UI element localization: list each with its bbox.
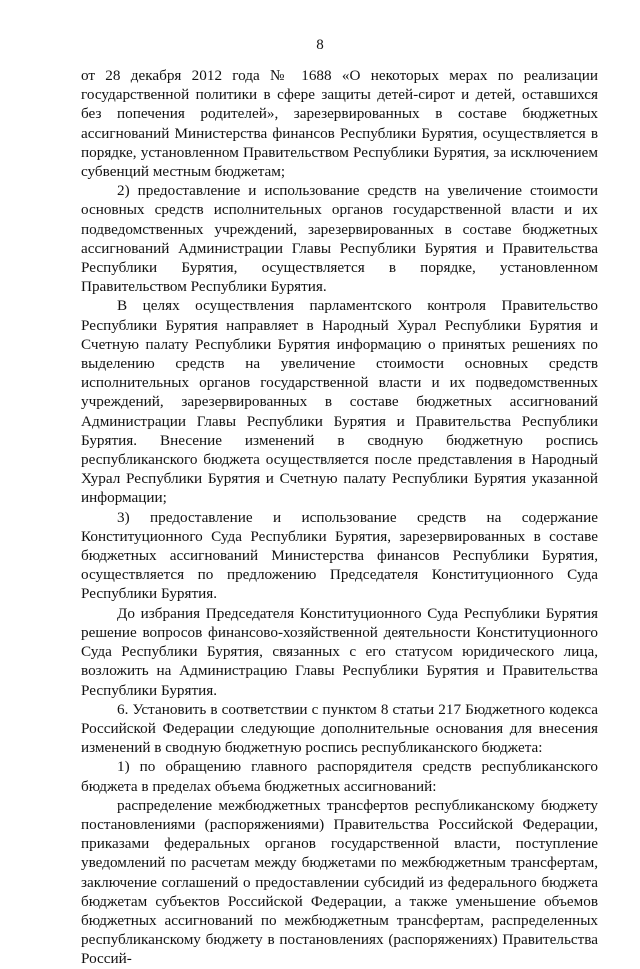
paragraph-constitutional-court: До избрания Председателя Конституционного Суда Республики Бурятия решение вопросов финансово-хозяйственной деятельности Конституционного Суда Республики Бурятия, связанных с его статусом юридического лица, возложить на Администрацию Главы Республики Бурятия и Правительства Республики Бурятия. — [81, 604, 598, 699]
paragraph-parliamentary-control: В целях осуществления парламентского контроля Правительство Республики Бурятия направляет в Народный Хурал Республики Бурятия и Счетную палату Республики Бурятия информацию о принятых решениях по выделению средств на увеличение стоимости основных средств исполнительных органов государственной власти и их подведомственных учреждений, зарезервированных в составе бюджетных ассигнований Администрации Главы Республики Бурятия и Правительства Республики Бурятия. Внесение изменений в сводную бюджетную роспись республиканского бюджета осуществляется после представления в Народный Хурал Республики Бурятия и Счетную палату Республики Бурятия указанной информации; — [81, 297, 598, 507]
paragraph-continuation: от 28 декабря 2012 года № 1688 «О некоторых мерах по реализации государственной политики в сфере защиты детей-сирот и детей, оставшихся без попечения родителей», зарезервированных в составе бюджетных ассигнований Министерства финансов Республики Бурятия, осуществляется в порядке, установленном Правительством Республики Бурятия, за исключением субвенций местным бюджетам; — [81, 67, 598, 181]
paragraph-item-3: 3) предоставление и использование средств на содержание Конституционного Суда Республики Бурятия, зарезервированных в составе бюджетных ассигнований Министерства финансов Республики Бурятия, осуществляется по предложению Председателя Конституционного Суда Республики Бурятия. — [81, 508, 598, 603]
paragraph-section-6: 6. Установить в соответствии с пунктом 8 статьи 217 Бюджетного кодекса Российской Федерации следующие дополнительные основания для внесения изменений в сводную бюджетную роспись республиканского бюджета: — [81, 700, 598, 757]
paragraph-item-2: 2) предоставление и использование средств на увеличение стоимости основных средств исполнительных органов государственной власти и их подведомственных учреждений, зарезервированных в составе бюджетных ассигнований Администрации Главы Республики Бурятия и Правительства Республики Бурятия, осуществляется в порядке, установленном Правительством Республики Бурятия. — [81, 182, 598, 296]
document-body — [81, 66, 598, 969]
paragraph-transfers: распределение межбюджетных трансфертов республиканскому бюджету постановлениями (распоряжениями) Правительства Российской Федерации, приказами федеральных органов государственной власти, поступление уведомлений по расчетам между бюджетами по межбюджетным трансфертам, заключение соглашений о предоставлении субсидий из федерального бюджета бюджетам субъектов Российской Федерации, а также уменьшение объемов бюджетных ассигнований по межбюджетным трансфертам, распределенных республиканскому бюджету в постановлениях (распоряжениях) Правительства Россий- — [81, 796, 598, 968]
paragraph-subitem-1: 1) по обращению главного распорядителя средств республиканского бюджета в пределах объема бюджетных ассигнований: — [81, 758, 598, 795]
page-number: 8 — [316, 37, 324, 53]
